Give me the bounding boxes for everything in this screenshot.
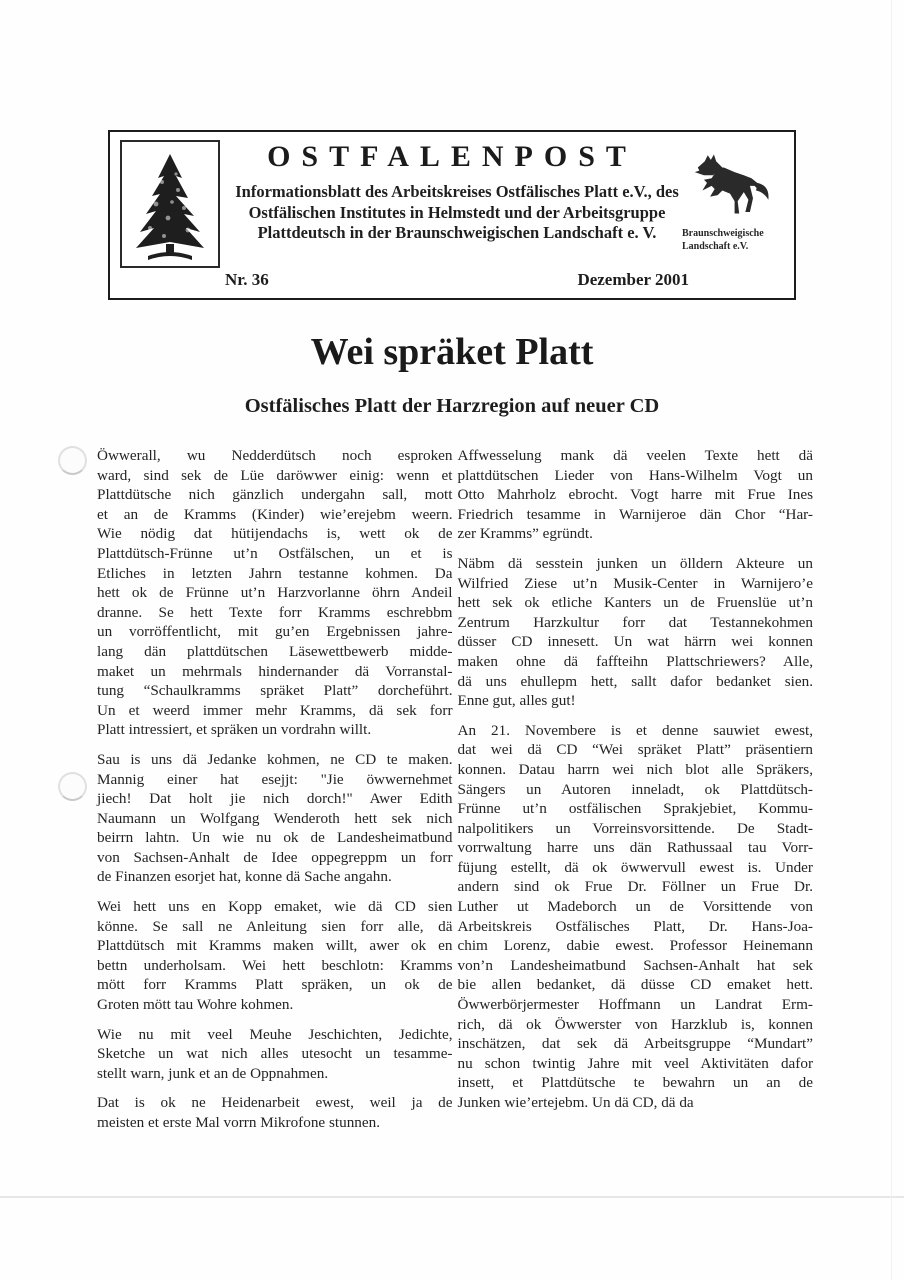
paragraph [458,554,814,711]
text-line: andern sind ok Frue Dr. Föllner un Frue Dr. [457,878,813,896]
text-line: maket un mehrmals hindernander dä Vorranstal- [97,662,453,680]
text-line: et an de Kramms (Kinder) wie’erejebm weern. [97,505,453,523]
article-body [97,446,813,1143]
text-line: Dat is ok ne Heidenarbeit ewest, weil ja de [97,1094,453,1112]
text-line: Platt intressiert, et spräken un vordrahn willt. [97,721,372,739]
text-line: inschätzen, dat sek dä Arbeitsgruppe “Mundart” [457,1035,813,1053]
text-line: Zentrum Harzkultur forr dat Testannekohmen [457,613,813,631]
text-line: mött forr Kramms Platt spräken, un ok de [97,976,453,994]
text-line: Enne gut, alles gut! [457,692,576,710]
text-line: beirrn lahtn. Un wie nu ok de Landesheimatbund [97,829,453,847]
text-line: Plattdütsche nich gänzlich undergahn sall, mott [97,486,453,504]
paragraph [97,1093,453,1132]
newsletter-title: OSTFALENPOST [267,140,637,173]
text-line: rich, dä ok Öwwerster von Harzklub is, konnen [457,1015,813,1033]
text-line: Mannig einer hat esejjt: "Jie öwwernehmet [97,770,453,788]
text-line: Wilfried Ziese ut’n Musik-Center in Warnijero’e [457,574,813,592]
issue-date: Dezember 2001 [577,270,689,289]
paragraph [97,446,453,740]
text-line: Wei hett uns en Kopp emaket, wie dä CD sien [97,898,453,916]
text-line: jiech! Dat holt jie nich dorch!" Awer Edith [97,790,453,808]
punch-hole [58,772,87,801]
scan-artifact-line [0,1196,904,1198]
text-line: de Finanzen esorjet hat, konne dä Sache angahn. [97,868,392,886]
publisher-logo [678,152,782,252]
text-line: Näbm dä sesstein junken un ölldern Akteure un [457,554,813,572]
text-line: An 21. Novembere is et denne sauwiet ewest, [457,721,813,739]
text-line: insett, et Plattdütsche te bewahrn un an de [457,1074,813,1092]
text-line: stellt warn, junk et an de Oppnahmen. [97,1064,329,1082]
issue-row [225,270,689,290]
text-line: plattdütschen Lieder von Hans-Wilhelm Vogt un [457,466,813,484]
text-line: Öwwerall, wu Nedderdütsch noch esproken [97,447,453,464]
text-line: Affwesselung mank dä veelen Texte hett dä [457,447,813,464]
text-line: Plattdütsch mit Kramms maken willt, awer ok en [97,937,453,955]
text-line: hett sek ok etliche Kanters un de Fruenslüe ut’n [457,594,813,612]
text-line: Groten mött tau Wohre kohmen. [97,996,294,1014]
text-line: vorrwaltung harre uns dän Rathussaal tau Vorr- [457,839,813,857]
text-line: Naumann un Wolfgang Wenderoth hett sek nich [97,809,453,827]
text-line: Sängers un Autoren inneladt, ok Plattdütsch- [457,780,813,798]
text-line: nalpolitikers un Vorreinsvorsittende. De Stadt- [457,819,813,837]
column-left [97,446,453,1143]
text-line: bettn underholsam. Wei hett beschlotn: Kramms [97,956,453,974]
text-line: dranne. Se hett Texte forr Kramms eschrebbm [97,603,453,621]
text-line: dä uns ehullepm hett, sallt dafor bedanket sien. [457,672,813,690]
text-line: zer Kramms” egründt. [457,525,593,543]
rearing-horse-icon [678,152,782,226]
text-line: maken ohne dä faffteihn Plattschriewers? Alle, [457,652,813,670]
newsletter-subtitle: Informationsblatt des Arbeitskreises Ostfälisches Platt e.V., des Ostfälischen Institutes in Helmstedt und der Arbeitsgruppe Plattdeutsch in der Braunschweigischen Landschaft e. V. [235,182,679,242]
paragraph [97,1025,453,1084]
text-line: Junken wie’ertejebm. Un dä CD, dä da [457,1094,694,1111]
text-line: Friedrich tesamme in Warnijeroe dän Chor “Har- [457,505,813,523]
text-line: könne. Se sall ne Anleitung sien forr alle, dä [97,917,453,935]
text-line: Plattdütsch-Frünne ut’n Ostfälschen, un et is [97,544,453,562]
text-line: Frünne ut’n ostfälischen Sprakjebiet, Kommu- [457,800,813,818]
text-line: nu schon twintig Jahre mit veel Aktivitäten dafor [457,1054,813,1072]
logo-caption-line2: Landschaft e.V. [682,241,749,252]
paragraph [458,721,814,1113]
text-line: von Sachsen-Anhalt de Idee oppegreppm un forr [97,848,453,866]
text-line: Un et weerd immer mehr Kramms, dä sek forr [97,701,453,719]
article-title: Wei spräket Platt [310,331,594,373]
article-subtitle: Ostfälisches Platt der Harzregion auf neuer CD [244,395,660,417]
text-line: Wie nödig dat hütijendachs is, wett ok de [97,525,453,543]
scan-artifact-edge [891,0,892,1280]
text-line: konnen. Datau harrn wei nich blot alle Spräkers, [457,760,813,778]
paragraph [97,750,453,887]
text-line: Etliches in letzten Jahrn testanne kohmen. Da [97,564,453,582]
text-line: chim Lorenz, dabie ewest. Professor Heinemann [457,937,813,955]
text-line: Arbeitskreis Ostfälisches Platt, Dr. Hans-Joa- [457,917,813,935]
text-line: Wie nu mit veel Meuhe Jeschichten, Jedichte, [97,1025,453,1043]
text-line: Luther ut Madeborch un de Vorsittende von [457,898,813,916]
text-line: düsser CD innesett. Un wat härrn wei konnen [457,633,813,651]
text-line: Otto Mahrholz ebrocht. Vogt harre mit Frue Ines [457,486,813,504]
text-line: Sau is uns dä Jedanke kohmen, ne CD te maken. [97,750,453,768]
paragraph [97,897,453,1015]
paragraph [458,446,814,544]
text-line: tung “Schaulkramms spräket Platt” dorcheführt. [97,682,453,700]
text-line: meisten et erste Mal vorrn Mikrofone stunnen. [97,1114,381,1131]
text-line: ward, sind sek de Lüe daröwwer einig: wenn et [97,466,453,484]
text-line: Öwwerbörjermester Hoffmann un Landrat Erm- [457,996,813,1014]
text-line: lang dän plattdütschen Läsewettbewerb midde- [97,642,453,660]
text-line: Sketche un wat nich alles utesocht un tesamme- [97,1045,453,1063]
column-right [458,446,814,1143]
text-line: bie allen bedanket, dä düsse CD emaket hett. [457,976,813,994]
issue-number: Nr. 36 [225,270,269,289]
masthead-box [108,130,796,300]
text-line: un vorröffentlicht, mit gu’en Ergebnissen jahre- [97,623,453,641]
text-line: hett ok de Frünne ut’n Harzvorlanne öhrn Andeil [97,584,453,602]
punch-hole [58,446,87,475]
text-line: von’n Landesheimatbund Sachsen-Anhalt hat sek [457,956,813,974]
text-line: füjung estellt, dä ok öwwervull ewest is. Under [457,858,813,876]
text-line: dat wei dä CD “Wei spräket Platt” präsentiern [457,741,813,759]
logo-caption-line1: Braunschweigische [682,228,764,239]
